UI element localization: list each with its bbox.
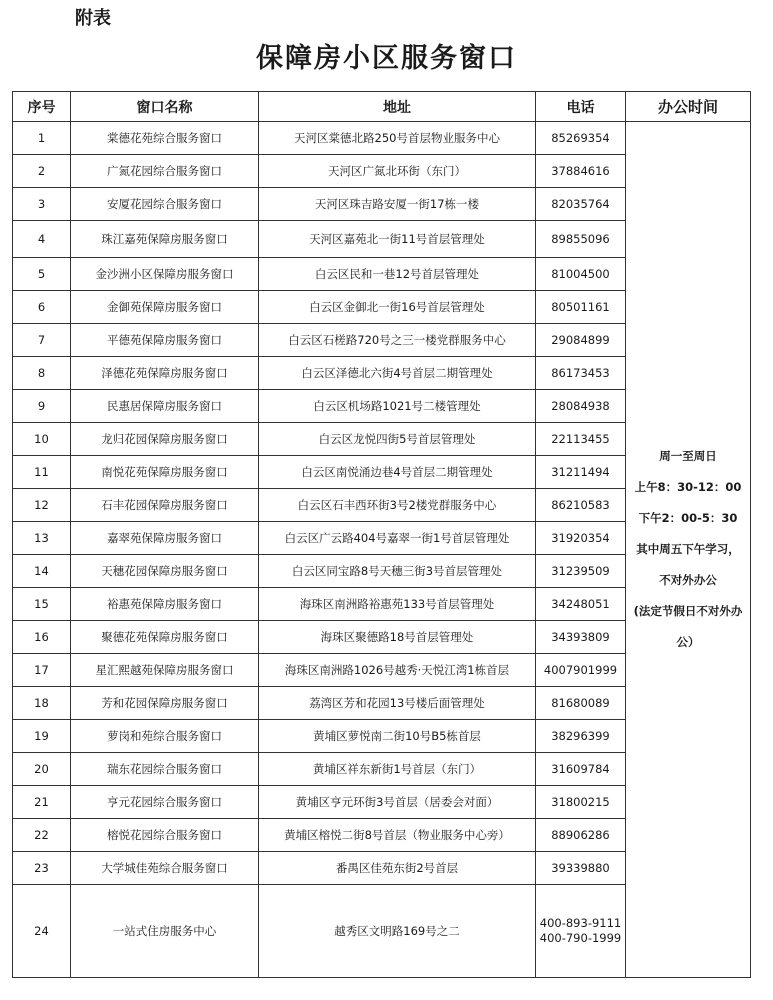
office-hours-line: 其中周五下午学习，不对外办公 (636, 542, 740, 587)
cell-no: 7 (13, 324, 71, 357)
cell-phone: 4007901999 (536, 654, 626, 687)
cell-address: 白云区石槎路720号之三一楼党群服务中心 (259, 324, 536, 357)
cell-no: 17 (13, 654, 71, 687)
cell-name: 大学城佳苑综合服务窗口 (71, 852, 259, 885)
cell-no: 14 (13, 555, 71, 588)
cell-no: 11 (13, 456, 71, 489)
cell-name: 龙归花园保障房服务窗口 (71, 423, 259, 456)
cell-no: 23 (13, 852, 71, 885)
cell-name: 瑞东花园综合服务窗口 (71, 753, 259, 786)
cell-name: 金沙洲小区保障房服务窗口 (71, 258, 259, 291)
table-body (13, 122, 751, 978)
office-hours-cell (626, 122, 751, 978)
cell-phone: 81680089 (536, 687, 626, 720)
cell-name: 平德苑保障房服务窗口 (71, 324, 259, 357)
cell-phone: 82035764 (536, 188, 626, 221)
cell-name: 棠德花苑综合服务窗口 (71, 122, 259, 155)
cell-address: 海珠区南洲路裕惠苑133号首层管理处 (259, 588, 536, 621)
header-name: 窗口名称 (71, 92, 259, 122)
cell-address: 越秀区文明路169号之二 (259, 885, 536, 978)
page-title: 保障房小区服务窗口 (256, 43, 517, 74)
cell-name: 萝岗和苑综合服务窗口 (71, 720, 259, 753)
cell-no: 3 (13, 188, 71, 221)
cell-address: 天河区棠德北路250号首层物业服务中心 (259, 122, 536, 155)
header-no: 序号 (13, 92, 71, 122)
cell-phone: 31609784 (536, 753, 626, 786)
cell-no: 2 (13, 155, 71, 188)
office-hours-line: 上午8：30-12：00 (634, 480, 742, 494)
cell-no: 22 (13, 819, 71, 852)
cell-name: 榕悦花园综合服务窗口 (71, 819, 259, 852)
cell-phone: 88906286 (536, 819, 626, 852)
cell-no: 21 (13, 786, 71, 819)
cell-address: 白云区民和一巷12号首层管理处 (259, 258, 536, 291)
cell-no: 9 (13, 390, 71, 423)
cell-phone: 31211494 (536, 456, 626, 489)
cell-address: 白云区石丰西环街3号2楼党群服务中心 (259, 489, 536, 522)
cell-address: 白云区泽德北六街4号首层二期管理处 (259, 357, 536, 390)
cell-name: 安厦花园综合服务窗口 (71, 188, 259, 221)
cell-phone: 400-893-9111 400-790-1999 (536, 885, 626, 978)
cell-address: 黄埔区亨元环街3号首层（居委会对面） (259, 786, 536, 819)
cell-name: 芳和花园保障房服务窗口 (71, 687, 259, 720)
cell-name: 石丰花园保障房服务窗口 (71, 489, 259, 522)
cell-address: 番禺区佳苑东街2号首层 (259, 852, 536, 885)
cell-address: 黄埔区萝悦南二街10号B5栋首层 (259, 720, 536, 753)
cell-name: 亨元花园综合服务窗口 (71, 786, 259, 819)
cell-name: 广氮花园综合服务窗口 (71, 155, 259, 188)
cell-no: 19 (13, 720, 71, 753)
cell-name: 金御苑保障房服务窗口 (71, 291, 259, 324)
cell-no: 15 (13, 588, 71, 621)
cell-phone: 86173453 (536, 357, 626, 390)
cell-phone: 89855096 (536, 221, 626, 258)
cell-phone: 22113455 (536, 423, 626, 456)
cell-address: 天河区广氮北环街（东门） (259, 155, 536, 188)
cell-name: 天穗花园保障房服务窗口 (71, 555, 259, 588)
cell-address: 白云区机场路1021号二楼管理处 (259, 390, 536, 423)
cell-no: 24 (13, 885, 71, 978)
cell-no: 16 (13, 621, 71, 654)
cell-name: 裕惠苑保障房服务窗口 (71, 588, 259, 621)
office-hours-line: (法定节假日不对外办公） (633, 604, 743, 649)
cell-phone: 31920354 (536, 522, 626, 555)
header-address: 地址 (259, 92, 536, 122)
cell-no: 5 (13, 258, 71, 291)
cell-no: 6 (13, 291, 71, 324)
cell-address: 黄埔区祥东新街1号首层（东门） (259, 753, 536, 786)
cell-phone: 28084938 (536, 390, 626, 423)
office-hours-line: 下午2：00-5：30 (638, 511, 738, 525)
cell-address: 白云区同宝路8号天穗三街3号首层管理处 (259, 555, 536, 588)
cell-name: 民惠居保障房服务窗口 (71, 390, 259, 423)
service-window-table (12, 91, 751, 978)
office-hours-line: 周一至周日 (659, 449, 717, 463)
cell-no: 18 (13, 687, 71, 720)
cell-address: 天河区珠吉路安厦一街17栋一楼 (259, 188, 536, 221)
cell-address: 海珠区聚德路18号首层管理处 (259, 621, 536, 654)
cell-phone: 29084899 (536, 324, 626, 357)
cell-no: 10 (13, 423, 71, 456)
cell-no: 8 (13, 357, 71, 390)
cell-phone: 85269354 (536, 122, 626, 155)
cell-phone: 80501161 (536, 291, 626, 324)
cell-name: 聚德花苑保障房服务窗口 (71, 621, 259, 654)
cell-no: 1 (13, 122, 71, 155)
cell-name: 泽德花苑保障房服务窗口 (71, 357, 259, 390)
cell-phone: 31239509 (536, 555, 626, 588)
cell-phone: 38296399 (536, 720, 626, 753)
cell-phone: 37884616 (536, 155, 626, 188)
cell-phone: 39339880 (536, 852, 626, 885)
cell-phone: 81004500 (536, 258, 626, 291)
cell-phone: 34248051 (536, 588, 626, 621)
appendix-label: 附表 (75, 8, 111, 29)
cell-no: 12 (13, 489, 71, 522)
header-hours: 办公时间 (626, 92, 751, 122)
cell-phone: 86210583 (536, 489, 626, 522)
cell-address: 白云区龙悦四街5号首层管理处 (259, 423, 536, 456)
table-row (13, 122, 751, 155)
cell-name: 南悦花苑保障房服务窗口 (71, 456, 259, 489)
cell-address: 荔湾区芳和花园13号楼后面管理处 (259, 687, 536, 720)
cell-name: 嘉翠苑保障房服务窗口 (71, 522, 259, 555)
cell-name: 星汇熙越苑保障房服务窗口 (71, 654, 259, 687)
cell-phone: 34393809 (536, 621, 626, 654)
cell-no: 13 (13, 522, 71, 555)
cell-name: 一站式住房服务中心 (71, 885, 259, 978)
cell-address: 白云区广云路404号嘉翠一街1号首层管理处 (259, 522, 536, 555)
cell-address: 白云区金御北一街16号首层管理处 (259, 291, 536, 324)
cell-phone: 31800215 (536, 786, 626, 819)
table-header-row (13, 92, 751, 122)
cell-address: 海珠区南洲路1026号越秀·天悦江湾1栋首层 (259, 654, 536, 687)
header-phone: 电话 (536, 92, 626, 122)
cell-address: 天河区嘉苑北一街11号首层管理处 (259, 221, 536, 258)
cell-address: 白云区南悦涌边巷4号首层二期管理处 (259, 456, 536, 489)
cell-no: 20 (13, 753, 71, 786)
cell-no: 4 (13, 221, 71, 258)
cell-name: 珠江嘉苑保障房服务窗口 (71, 221, 259, 258)
cell-address: 黄埔区榕悦二街8号首层（物业服务中心旁） (259, 819, 536, 852)
